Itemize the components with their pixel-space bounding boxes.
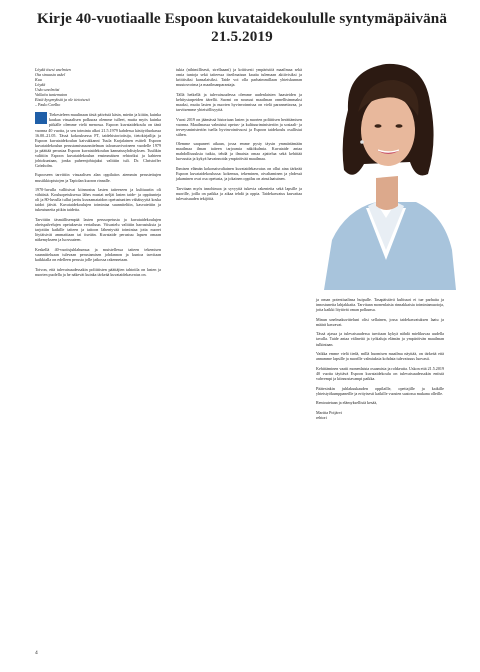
portrait-photo: [306, 50, 456, 290]
poem-line: Löydä: [35, 82, 46, 88]
lead-text: Tiekesteleen muulinaan tästä päivästä käsin, mietin ja kiitän, kuinka kaukaa visuaalisen polkuraa olemme tulleet, mutta myös kuinka pitkälle olemme vielä menossa. Espoon kuvataidekoulu on tänä vuonna 40 vuotta, ja sen toiminta alkoi 21.5.1979 kahdessa käsityöluokassa 16.00–21.05. Tässä kokouksessa FT, taidehistorioitsija, tietokirjailija ja Espoon kuvataidekoulun kaivukkanni Tuula Karjalainen esitteli Espoon kuvataidekoulun perustamissuunnitelman taloussuvivoineen vuodelle 1979 ja päättää perustaa Espoon kuvataidekoulun kannatusyhdistyksen. Tuulikin valittiin Espoon kuvataidekoulun ensimmäisen rehtoriksi ja kahteen johtokuntaan, jonka puheenjohtajaksi valittiin tuli. Dr. Christoffer Grönholm.: [35, 112, 161, 168]
body-paragraph: Kehittäminen vaatii monenlaista osaamista ja rohkeutta. Uskon että 21.5.2019 40 vuotta täyttävä Espoon kuvataidekoulu on tulevaisuudessakin entistä vahvempi ja kiinnostavampi paikka.: [316, 365, 444, 381]
body-paragraph: Keskellä 40-vuotisjuhlahumua ja muistellessa taiteen tekemisen suunnitteluaan tulevaan perustamisen johdannon ja kuntoa tarvitaan kaikkialla on edelleen perusta jolle jatkossa rakennetaan.: [35, 246, 161, 262]
closing-line: Rentoutetaan ja elämyksellistä kesää,: [316, 400, 378, 406]
body-paragraph: Toivon, että tulevaisuudessakin poliittisten päättäjien tahtotila on lasten ja nuorten puolella ja he näkevät kuinka tärkeää kuvataidekasvatus on.: [35, 266, 161, 277]
drop-cap-block: [35, 112, 47, 124]
body-paragraph: 1970-luvulla vallitsivat kiinnostus lasten taiteeseen ja kulttuuriin oli vähäistä. Kouluopetuksessa lähes mustat neljät lasten taide- ja oppitunteja oli ja 80-luvulla tullut jaettu kuvaamataidon opetustuntien vähäisyyttä koska taidot jäivät. Kuvataidekoulujen toimintaa suunniteltiin, kasvatettiin ja tukeutuneita pitkin taidetta.: [35, 187, 161, 213]
poem-line: Vallaita tuntematon: [35, 92, 68, 98]
body-paragraph: Tarvitaan myös innohimoa ja syvyyttä tukevia rakenteita sekä lapsille ja nuorille, joilla on paikka ja aikaa tehdä ja oppia. Taidekasvatus kasvattaa tulevaisuuden tekijöitä.: [176, 185, 302, 201]
body-paragraph: Päätesinkin juhlakuukauden oppilaille, opettajille ja kaikille yhteistyökumppaneille ja erityisesti kaikille vuosien saatossa mukana olleille.: [316, 385, 444, 396]
column-2: [176, 67, 302, 206]
body-paragraph: Vuosi 2019 on jäämässä historiaan lasten ja nuorten poliittisen herättämisen vuonna. Maailmassa valmistui opetus- ja kulttuuriministeriön ja sosiaali- ja terveysministeriön tuella hyvinvointivuosi ja Espoon taidekoulu osallistui siihen.: [176, 116, 302, 137]
body-paragraph: Vaikka emme vielä tiedä, millä huomisen maailma näyttää, on tärkeää että annamme lapsille ja nuorille valmiuksia kohdata tulevaisuus luovasti.: [316, 351, 444, 362]
signature-name: Maritta Poijärvi: [316, 409, 343, 415]
column-1: [35, 67, 161, 281]
page-number: 4: [35, 650, 38, 656]
signature: [316, 410, 444, 420]
body-paragraph: Minun unelmakuvitteluni olisi sellainen, jossa taidekasvatuksen laatu ja määrä kasvavat.: [316, 316, 444, 327]
body-paragraph: ja oman potentiaalinsa huipulle. Tasapäistävä kulttuuri ei tue parhaita ja innostuneita lahjakkaita. Tarvitaan monenlaisia rinnakkaisia toimintamuotoja, jotta kaikki löytävät oman polkunsa.: [316, 297, 444, 313]
poem-line: Löydä itsesi unelmien: [35, 67, 71, 72]
poem-line: Etsiä kysymyksiä ja ole tietoisesti: [35, 97, 90, 103]
poem-author: – Paulo Coelho: [35, 102, 61, 108]
lead-paragraph: [35, 112, 161, 168]
body-paragraph: Tarvittiin täsmällisempää lasten perusopetusta ja kuvataidekoulujen oheispalvelujen opetuksesta vertailuun. Viisastelu valittiin harrastuksia ja tarjottiin kaikille taiteen ja taitoon lähentyvää toimintaa jotta nuoret löytäisivät ammattiaan tai itseään. Kuvataide perustuu lapsen omaan näkemykseen ja luovuuteen.: [35, 217, 161, 243]
body-paragraph: Espooseen tarvittiin visuaalisen alan oppilaitos aiemmin perustettujen musiikkiopistojen ja Tapiolan kuoron rinnalle.: [35, 172, 161, 183]
body-paragraph: tukia (nihimillisesti, strellaaani) ja kriitisesti ympäristöä maailmaa sekä omia tuntoja sekä taiteessa itseilmaisun kautta tulemaan aktiivisiksi ja kriittisiksi kansalaisiksi. Taide voi olla parhaimmillaan yhteiskunnan muutosvoima ja maailmanparantaja.: [176, 67, 302, 88]
poem-line: Usko unelmiisi: [35, 87, 60, 93]
column-3: [316, 297, 444, 420]
body-paragraph: Tässä ajassa ja tulevaisuudessa tarvitaan kykyä nähdä mielikuvaa uudella tavalla. Taide antaa välineitä ja työkaluja elämän ja ympäröivän maailman tulkintaan.: [316, 331, 444, 347]
body-paragraph: Tällä hetkellä ja tulevaisuudessa olemme uudenlaisten haasteiden ja kehitystarpeiden äärellä. Suomi on noussut maailman onnellisimmaksi maaksi, mutta lasten ja nuorten hyvinvoinnissa on vielä parannettavaa, ja tarvitsemme yhteisöllisyyttä.: [176, 91, 302, 112]
poem-line: Ota sinuusta askel: [35, 72, 66, 78]
article-title: Kirje 40-vuotiaalle Espoon kuvataidekoululle syntymäpäivänä 21.5.2019: [36, 10, 448, 45]
signature-role: rehtori: [316, 414, 327, 420]
poem-quote: [35, 67, 161, 107]
body-paragraph: Ihmisen elämän kokonaisvaltainen kuvataidekasvatus on ollut aina tärkeää Espoon kuvataidekoulussa: kokemus, tekeminen, oivaltaminen ja yhdessä jakaminen ovat osa opetusta, ja jokainen oppilas on ainutlaatuinen.: [176, 166, 302, 182]
body-paragraph: Olemme saapuneet aikaan, jossa emme pysty täysin ymmärtämään maailmaa ilman taiteen tarjoamia näkökulmia. Kuvataide antaa mahdollisuuksia tutkia, tehdä ja ilmaista omaa ajattelua sekä kehittää luovuutta ja kykyä havainnoida ympäröivää maailmaa.: [176, 141, 302, 162]
poem-line: Kuu: [35, 77, 42, 83]
